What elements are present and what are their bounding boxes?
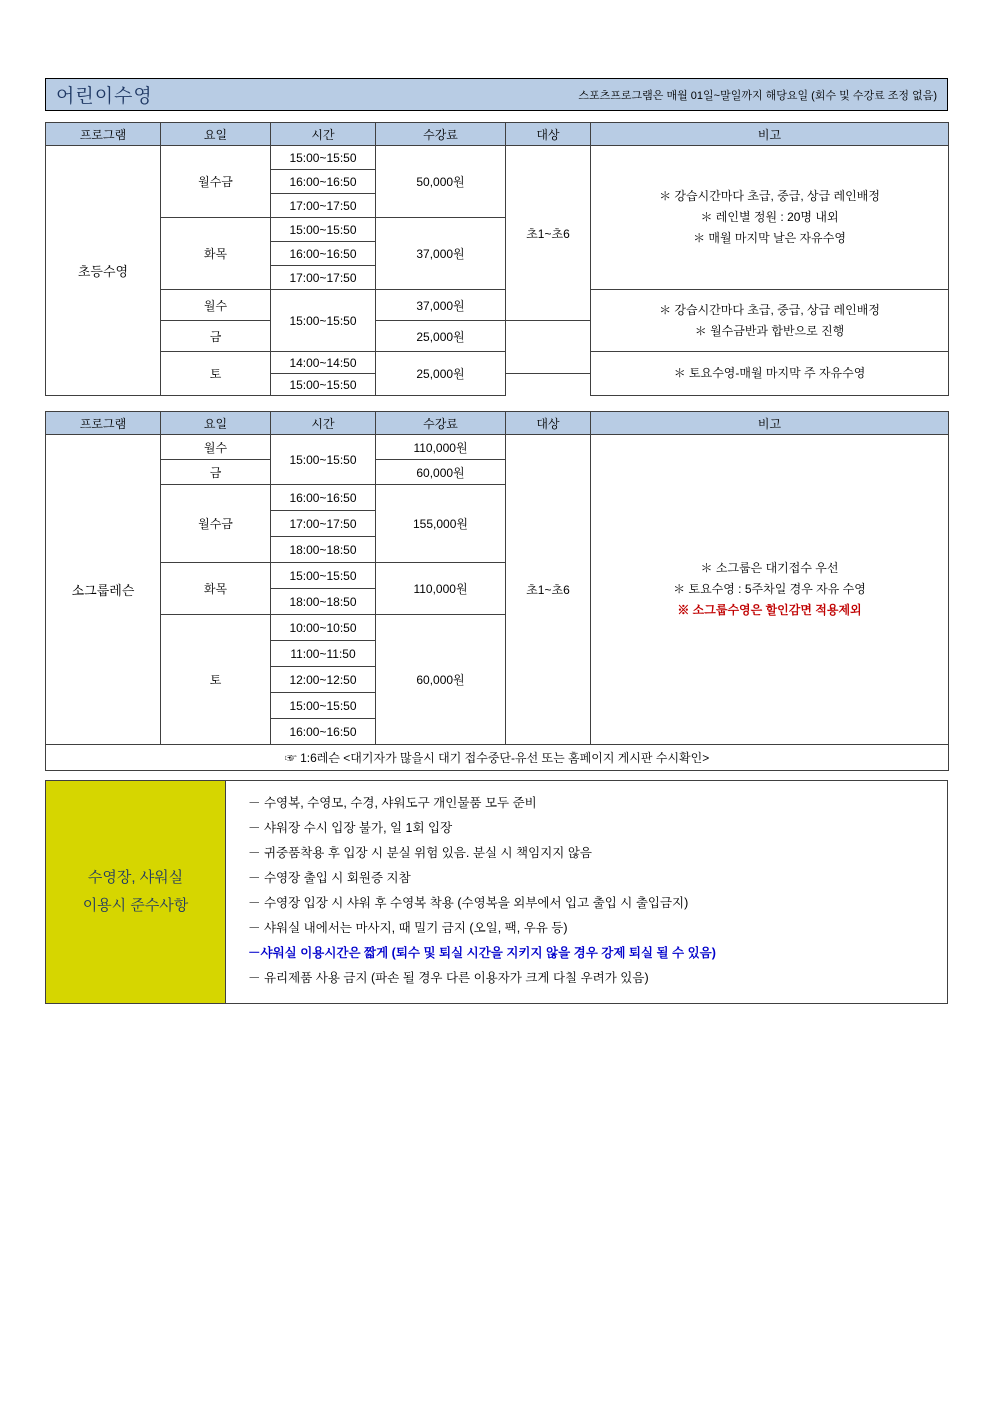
remark-line: ＊ 토요수영 : 5주차일 경우 자유 수영 (673, 582, 866, 596)
col-time: 시간 (271, 123, 376, 146)
time-cell: 18:00~18:50 (271, 537, 376, 563)
target-cell: 초1~초6 (506, 435, 591, 745)
remark-cell-c (591, 352, 949, 396)
fee-cell: 25,000원 (376, 321, 506, 352)
remark-line: ＊ 월수금반과 합반으로 진행 (694, 323, 845, 338)
time-cell: 17:00~17:50 (271, 511, 376, 537)
day-cell: 금 (161, 321, 271, 352)
col-day: 요일 (161, 123, 271, 146)
day-cell: 화목 (161, 563, 271, 615)
time-cell: 15:00~15:50 (271, 218, 376, 242)
small-group-lesson-table (45, 411, 949, 771)
remark-line: ＊ 매월 마지막 날은 자유수영 (693, 231, 846, 245)
remark-line: ＊ 토요수영-매월 마지막 주 자유수영 (673, 366, 866, 380)
time-cell: 17:00~17:50 (271, 266, 376, 290)
time-cell: 10:00~10:50 (271, 615, 376, 641)
col-day: 요일 (161, 412, 271, 435)
rule-item: － 수영장 출입 시 회원증 지참 (248, 871, 411, 885)
time-cell: 15:00~15:50 (271, 146, 376, 170)
rule-item: － 수영복, 수영모, 수경, 샤워도구 개인물품 모두 준비 (248, 796, 537, 810)
day-cell: 월수 (161, 290, 271, 321)
remark-line: ＊ 강습시간마다 초급, 중급, 상급 레인배정 (659, 302, 880, 317)
table-row (46, 146, 949, 170)
program-name: 소그룹레슨 (46, 435, 161, 745)
col-target: 대상 (506, 412, 591, 435)
remark-line: ＊ 소그룹은 대기접수 우선 (700, 561, 839, 575)
time-cell: 15:00~15:50 (271, 290, 376, 352)
remark-line: ＊ 강습시간마다 초급, 중급, 상급 레인배정 (659, 189, 880, 203)
day-cell: 금 (161, 460, 271, 485)
day-cell: 토 (161, 615, 271, 745)
col-fee: 수강료 (376, 412, 506, 435)
remark-cell-a (591, 146, 949, 290)
elementary-swim-schedule-table (45, 122, 949, 396)
rules-box (45, 780, 948, 1004)
fee-cell: 60,000원 (376, 615, 506, 745)
fee-cell: 50,000원 (376, 146, 506, 218)
page-title: 어린이수영 (56, 86, 153, 107)
time-cell: 16:00~16:50 (271, 242, 376, 266)
time-cell: 17:00~17:50 (271, 194, 376, 218)
col-program: 프로그램 (46, 412, 161, 435)
table-header-row (46, 123, 949, 146)
remark-line-highlight: ※ 소그룹수영은 할인감면 적용제외 (677, 603, 862, 617)
table-row (46, 290, 949, 321)
fee-cell: 110,000원 (376, 563, 506, 615)
fee-cell: 60,000원 (376, 460, 506, 485)
fee-cell: 110,000원 (376, 435, 506, 460)
time-cell: 12:00~12:50 (271, 667, 376, 693)
page-title-note: 스포츠프로그램은 매월 01일~말일까지 해당요일 (회수 및 수강료 조정 없음) (578, 89, 937, 102)
target-cell: 초1~초6 (506, 146, 591, 321)
col-remark: 비고 (591, 123, 949, 146)
col-fee: 수강료 (376, 123, 506, 146)
day-cell: 월수금 (161, 485, 271, 563)
rule-item: － 샤워실 내에서는 마사지, 때 밀기 금지 (오일, 팩, 우유 등) (248, 921, 568, 935)
day-cell: 월수 (161, 435, 271, 460)
remark-cell-b (591, 290, 949, 352)
rules-label-line1: 수영장, 샤워실 (87, 868, 184, 886)
time-cell: 16:00~16:50 (271, 485, 376, 511)
rules-label (46, 781, 226, 1003)
rule-item: － 유리제품 사용 금지 (파손 될 경우 다른 이용자가 크게 다칠 우려가 있음) (248, 971, 649, 985)
time-cell: 15:00~15:50 (271, 563, 376, 589)
col-time: 시간 (271, 412, 376, 435)
table-footnote-row (46, 745, 949, 771)
rule-item: － 샤워장 수시 입장 불가, 일 1회 입장 (248, 821, 453, 835)
col-remark: 비고 (591, 412, 949, 435)
col-target: 대상 (506, 123, 591, 146)
day-cell: 화목 (161, 218, 271, 290)
time-cell: 18:00~18:50 (271, 589, 376, 615)
time-cell: 15:00~15:50 (271, 435, 376, 485)
target-cell-continued (506, 321, 591, 374)
time-cell: 15:00~15:50 (271, 374, 376, 396)
time-cell: 16:00~16:50 (271, 170, 376, 194)
rules-label-line2: 이용시 준수사항 (82, 897, 189, 914)
rules-list (226, 781, 947, 1003)
day-cell: 월수금 (161, 146, 271, 218)
fee-cell: 37,000원 (376, 290, 506, 321)
time-cell: 14:00~14:50 (271, 352, 376, 374)
page-title-bar (45, 78, 948, 111)
time-cell: 11:00~11:50 (271, 641, 376, 667)
table-row (46, 435, 949, 460)
day-cell: 토 (161, 352, 271, 396)
fee-cell: 25,000원 (376, 352, 506, 396)
program-name: 초등수영 (46, 146, 161, 396)
fee-cell: 37,000원 (376, 218, 506, 290)
table-row (46, 352, 949, 374)
table-footnote: ☞ 1:6레슨 <대기자가 많을시 대기 접수중단-유선 또는 홈페이지 게시판 수시확인> (46, 745, 949, 771)
time-cell: 15:00~15:50 (271, 693, 376, 719)
time-cell: 16:00~16:50 (271, 719, 376, 745)
remark-line: ＊ 레인별 정원 : 20명 내외 (700, 210, 839, 224)
rule-item-highlight: －샤워실 이용시간은 짧게 (퇴수 및 퇴실 시간을 지키지 않을 경우 강제 퇴실 될 수 있음) (248, 946, 716, 960)
rule-item: － 수영장 입장 시 샤워 후 수영복 착용 (수영복을 외부에서 입고 출입 시 출입금지) (248, 896, 689, 910)
remark-cell (591, 435, 949, 745)
col-program: 프로그램 (46, 123, 161, 146)
table-header-row (46, 412, 949, 435)
rule-item: － 귀중품착용 후 입장 시 분실 위험 있음. 분실 시 책임지지 않음 (248, 846, 592, 860)
fee-cell: 155,000원 (376, 485, 506, 563)
